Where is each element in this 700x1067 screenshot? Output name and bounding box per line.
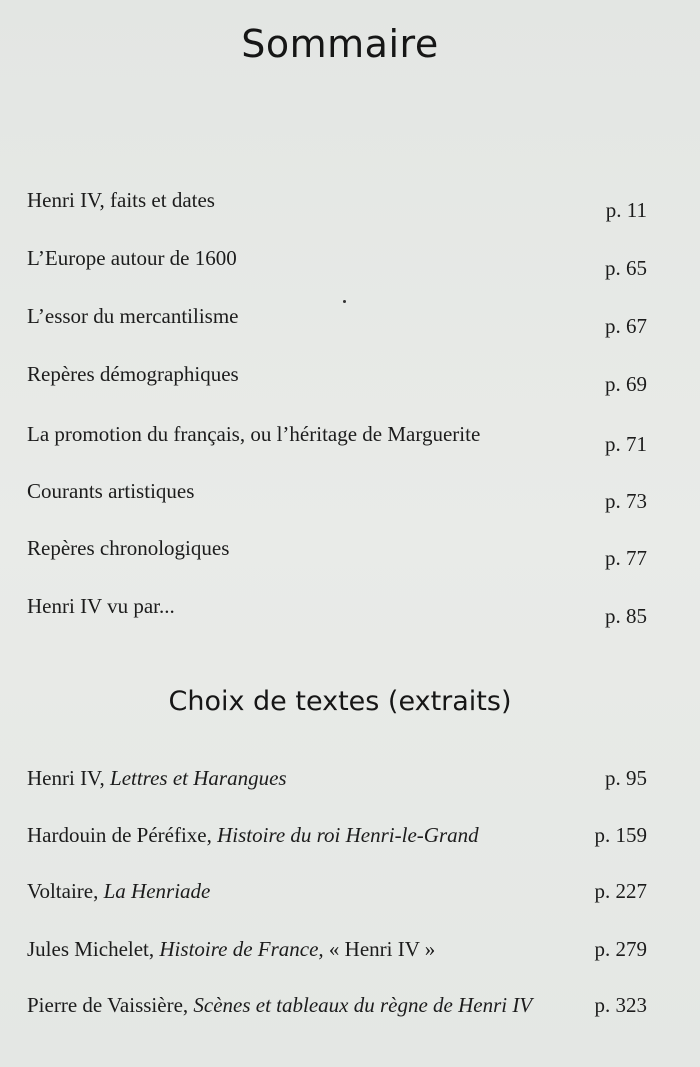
text-entry [27,937,647,977]
toc-entry-page: p. 85 [605,604,647,628]
text-entry-page: p. 227 [594,879,647,903]
toc-entry-label: Repères chronologiques [27,536,230,560]
text-entry-page: p. 323 [594,993,647,1017]
text-entry-label [27,766,287,791]
text-author: Jules Michelet, [27,937,160,961]
text-work: Histoire du roi Henri-le-Grand [217,823,479,847]
toc-entry-label: Henri IV, faits et dates [27,188,215,212]
toc-entry-page: p. 67 [605,314,647,338]
text-author: Pierre de Vaissière, [27,993,194,1017]
section-title: Choix de textes (extraits) [168,686,512,717]
toc-entry-page: p. 73 [605,489,647,513]
paper-speck [343,300,346,303]
text-author: Hardouin de Péréfixe, [27,823,218,847]
text-entry-page: p. 279 [594,937,647,961]
toc-entry [27,594,647,634]
toc-entry-page: p. 11 [605,198,647,222]
text-entry [27,766,647,806]
toc-entry [27,304,647,344]
text-work: La Henriade [103,879,211,903]
toc-entry-label: L’essor du mercantilisme [27,304,239,328]
toc-entry [27,536,647,576]
text-author: Henri IV, [27,766,111,790]
page-title: Sommaire [241,22,439,66]
toc-entry-page: p. 77 [605,546,647,570]
toc-entry-label: Henri IV vu par... [27,594,175,618]
text-entry-label [27,879,210,904]
text-entry-label [27,823,479,848]
text-entry-label [27,937,435,962]
toc-entry-page: p. 65 [605,256,647,280]
toc-entry [27,246,647,286]
toc-entry-label: Courants artistiques [27,479,195,503]
text-entry [27,823,647,863]
text-entry-page: p. 95 [605,766,647,790]
toc-entry-label: Repères démographiques [27,362,239,386]
toc-entry [27,188,647,228]
toc-entry-label: L’Europe autour de 1600 [27,246,237,270]
toc-entry-page: p. 71 [605,432,647,456]
toc-entry-label: La promotion du français, ou l’héritage de Marguerite [27,422,481,446]
text-work: Lettres et Harangues [110,766,287,790]
toc-entry [27,479,647,519]
text-author: Voltaire, [27,879,104,903]
toc-entry [27,422,647,462]
text-entry-page: p. 159 [594,823,647,847]
text-work: Histoire de France, [159,937,324,961]
toc-entry [27,362,647,402]
toc-entry-page: p. 69 [605,372,647,396]
text-entry [27,879,647,919]
text-suffix: « Henri IV » [323,937,436,961]
text-entry [27,993,647,1033]
text-work: Scènes et tableaux du règne de Henri IV [193,993,533,1017]
text-entry-label [27,993,532,1018]
